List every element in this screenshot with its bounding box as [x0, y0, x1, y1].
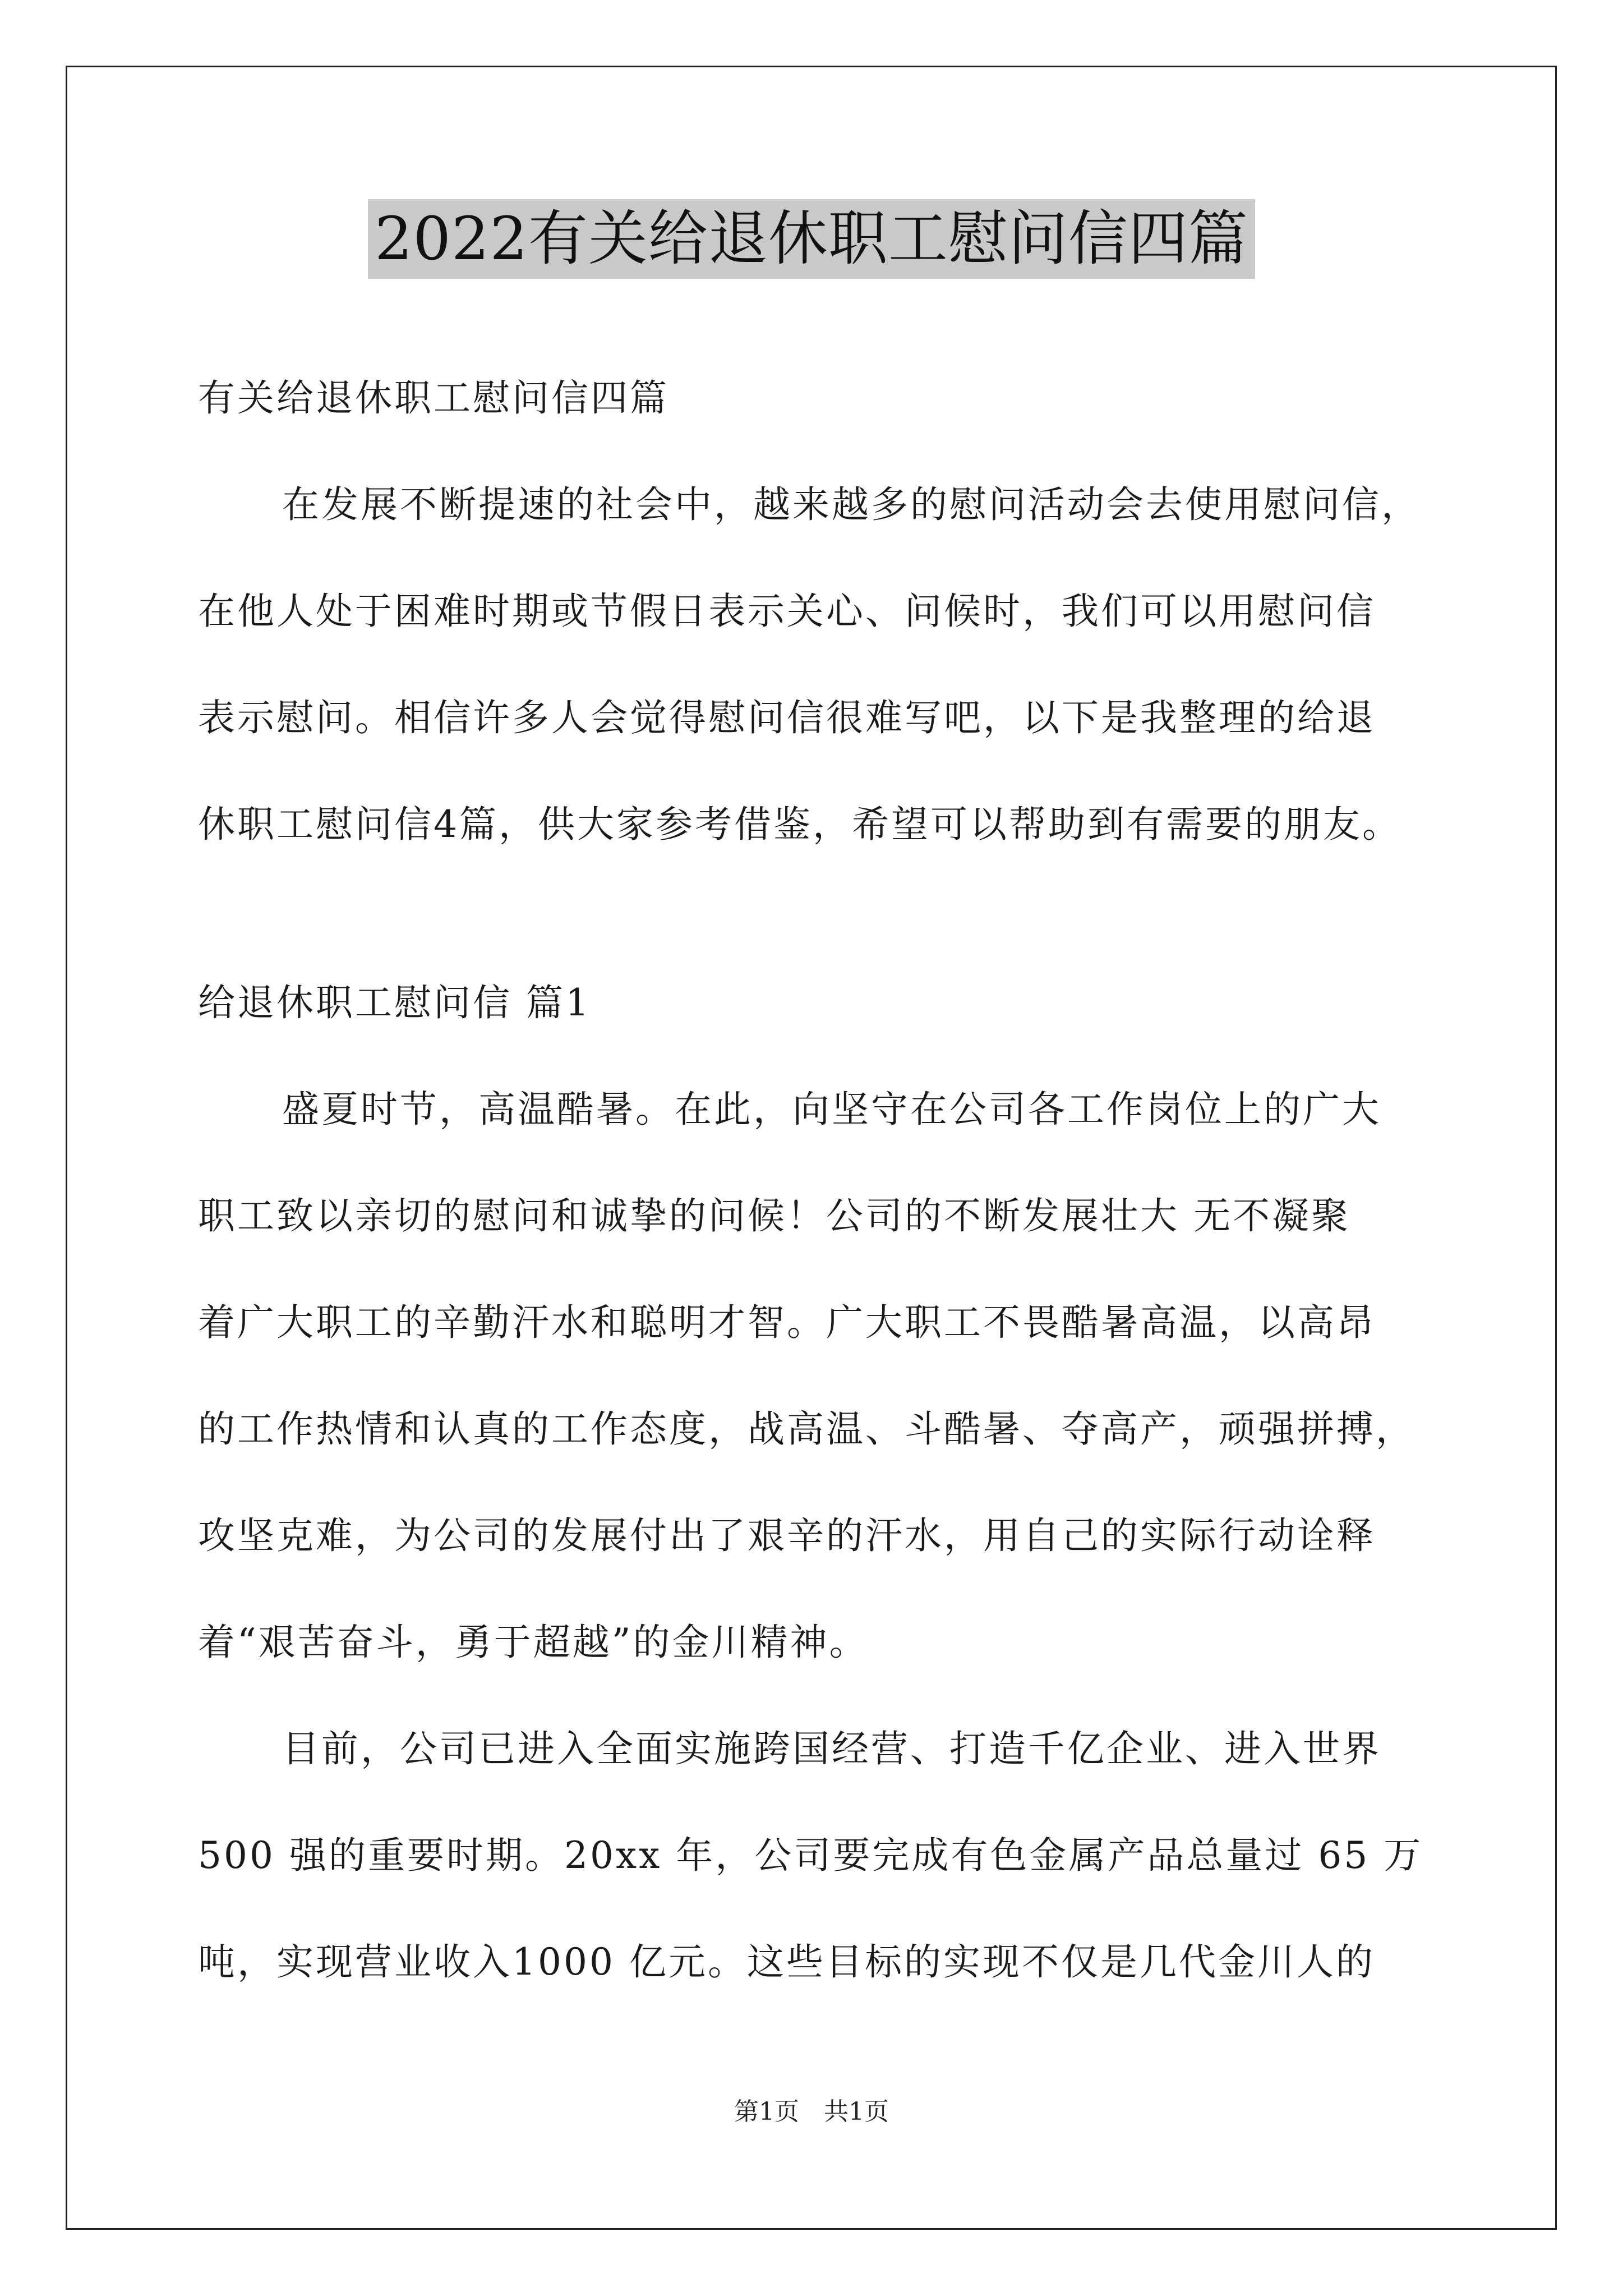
paragraph-line: 职工致以亲切的慰问和诚挚的问候！公司的不断发展壮大 无不凝聚 — [198, 1194, 1350, 1237]
document-title: 2022有关给退休职工慰问信四篇 — [368, 199, 1255, 279]
paragraph-line: 在他人处于困难时期或节假日表示关心、问候时，我们可以用慰问信 — [198, 590, 1376, 633]
section-heading: 给退休职工慰问信 篇1 — [198, 981, 591, 1024]
paragraph-line: 盛夏时节，高温酷暑。在此，向坚守在公司各工作岗位上的广大 — [282, 1088, 1381, 1131]
paragraph-line: 的工作热情和认真的工作态度，战高温、斗酷暑、夺高产，顽强拼搏， — [198, 1407, 1415, 1451]
section1-paragraph-1 — [198, 1056, 1426, 1696]
document-subtitle: 有关给退休职工慰问信四篇 — [198, 376, 669, 420]
title-container — [0, 199, 1623, 279]
intro-paragraph — [198, 452, 1426, 878]
paragraph-line: 目前，公司已进入全面实施跨国经营、打造千亿企业、进入世界 — [282, 1727, 1381, 1770]
document-body — [198, 345, 1426, 2016]
paragraph-line: 500 强的重要时期。20xx 年，公司要完成有色金属产品总量过 65 万 — [198, 1834, 1423, 1877]
paragraph-line: 攻坚克难，为公司的发展付出了艰辛的汗水，用自己的实际行动诠释 — [198, 1514, 1376, 1557]
paragraph-line: 着广大职工的辛勤汗水和聪明才智。广大职工不畏酷暑高温，以高昂 — [198, 1301, 1376, 1344]
section1-paragraph-2 — [198, 1696, 1426, 2016]
paragraph-line: 着“艰苦奋斗，勇于超越”的金川精神。 — [198, 1621, 869, 1664]
paragraph-line: 吨，实现营业收入1000 亿元。这些目标的实现不仅是几代金川人的 — [198, 1940, 1375, 1984]
page-footer: 第1页 共1页 — [734, 2097, 889, 2126]
paragraph-line: 在发展不断提速的社会中，越来越多的慰问活动会去使用慰问信， — [282, 483, 1421, 526]
paragraph-line: 休职工慰问信4篇，供大家参考借鉴，希望可以帮助到有需要的朋友。 — [198, 803, 1401, 846]
paragraph-line: 表示慰问。相信许多人会觉得慰问信很难写吧，以下是我整理的给退 — [198, 696, 1376, 739]
section-spacer — [198, 878, 1426, 950]
